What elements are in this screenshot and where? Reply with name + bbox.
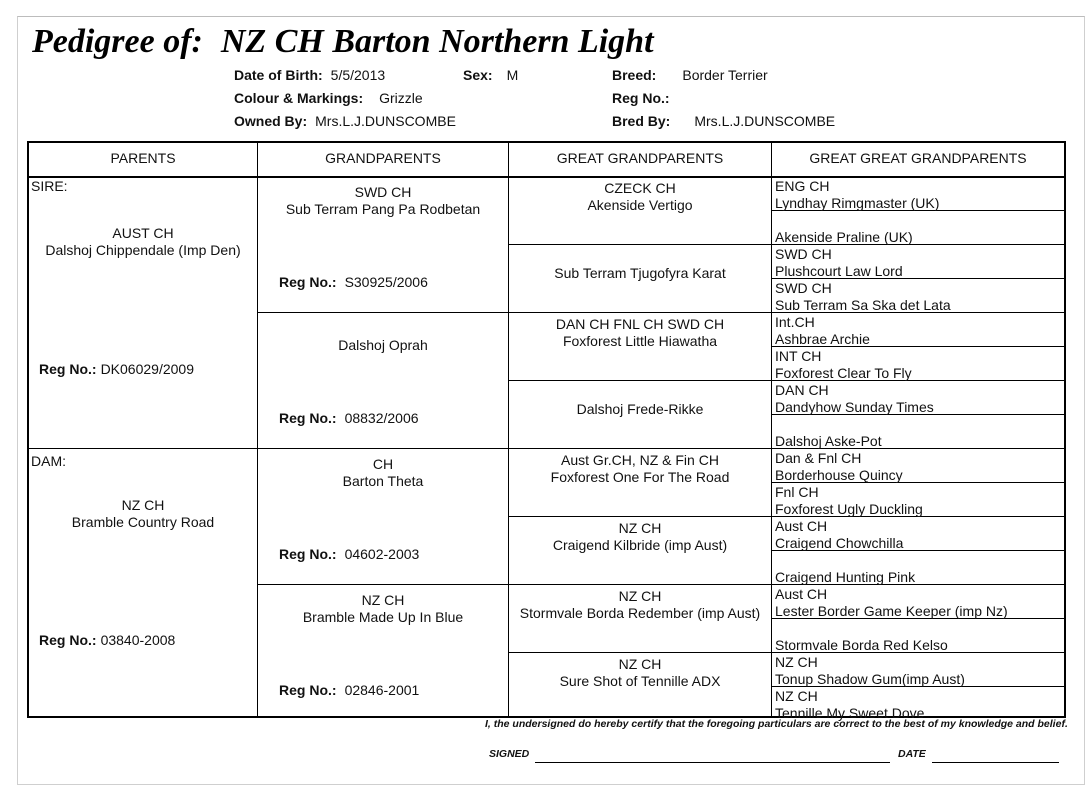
ggg-title: Dan & Fnl CH	[775, 450, 862, 466]
breed-value: Border Terrier	[682, 67, 768, 83]
grandparent-cell	[258, 592, 508, 626]
header-parents: PARENTS	[110, 150, 176, 166]
ggg-title: Int.CH	[775, 314, 815, 330]
dog-name: NZ CH Barton Northern Light	[220, 23, 654, 60]
breed-field	[612, 66, 768, 84]
column-divider	[257, 143, 258, 716]
ggg-title: Aust CH	[775, 586, 828, 602]
great-grandparent-cell	[509, 656, 771, 690]
great-grandparent-name: Craigend Kilbride (imp Aust)	[552, 537, 728, 553]
grandparent-name: Sub Terram Pang Pa Rodbetan	[285, 201, 481, 217]
great-grandparent-name: Sure Shot of Tennille ADX	[559, 673, 721, 689]
ggg-name: Lester Border Game Keeper (imp Nz)	[775, 603, 1008, 619]
ggg-name: Akenside Praline (UK)	[775, 229, 913, 245]
owner-value: Mrs.L.J.DUNSCOMBE	[315, 113, 456, 129]
ggg-title: INT CH	[775, 348, 822, 364]
dob-label: Date of Birth:	[234, 67, 323, 83]
dam-label	[31, 453, 66, 470]
reg-no-label: Reg No.:	[39, 632, 97, 648]
reg-no-label: Reg No.:	[279, 682, 337, 698]
ggg-name: Tonup Shadow Gum(imp Aust)	[775, 671, 965, 687]
great-grandparent-cell	[509, 588, 771, 622]
great-grandparent-title: Aust Gr.CH, NZ & Fin CH	[561, 452, 719, 468]
great-grandparent-title: DAN CH FNL CH SWD CH	[555, 316, 725, 332]
dam-title: NZ CH	[121, 497, 165, 513]
ggg-name: Stormvale Borda Red Kelso	[775, 637, 948, 653]
grandparent-reg	[279, 410, 419, 427]
ggg-title: SWD CH	[775, 280, 832, 296]
date-label: DATE	[898, 748, 926, 760]
great-grandparent-name: Dalshoj Frede-Rikke	[576, 401, 704, 417]
sire-role: SIRE:	[31, 178, 68, 194]
reg-field	[612, 89, 678, 107]
colour-field	[234, 89, 423, 107]
title-label: Pedigree of:	[32, 23, 203, 60]
ggg-name: Sub Terram Sa Ska det Lata	[775, 297, 951, 313]
reg-no-label: Reg No.:	[279, 410, 337, 426]
owner-label: Owned By:	[234, 113, 308, 129]
reg-no-label: Reg No.:	[279, 274, 337, 290]
sire-title: AUST CH	[112, 225, 174, 241]
ggg-name: Borderhouse Quincy	[775, 467, 903, 483]
sire-dam-divider	[29, 448, 1064, 449]
great-grandparent-name: Foxforest One For The Road	[550, 469, 730, 485]
pedigree-table	[27, 141, 1066, 721]
sire-cell	[29, 225, 257, 259]
ggg-name: Craigend Hunting Pink	[775, 569, 916, 585]
row-divider	[258, 584, 1064, 585]
great-grandparent-title: NZ CH	[618, 656, 662, 672]
dam-cell	[29, 497, 257, 531]
page-title	[32, 22, 654, 62]
great-grandparent-title: CZECK CH	[604, 180, 676, 196]
grandparent-reg-value: 02846-2001	[344, 682, 420, 698]
grandparent-reg	[279, 274, 428, 291]
column-divider	[508, 143, 509, 716]
great-grandparent-cell	[509, 401, 771, 418]
grandparent-reg	[279, 546, 419, 563]
header-grandparents: GRANDPARENTS	[325, 150, 441, 166]
great-grandparent-name: Foxforest Little Hiawatha	[562, 333, 718, 349]
breeder-field	[612, 112, 835, 130]
column-divider	[771, 143, 772, 716]
breeder-label: Bred By:	[612, 113, 671, 129]
sex-field	[463, 66, 518, 84]
grandparent-title: CH	[372, 456, 394, 472]
great-grandparent-cell	[509, 316, 771, 350]
sire-reg-value: DK06029/2009	[100, 361, 194, 377]
header-great-grandparents: GREAT GRANDPARENTS	[556, 150, 724, 166]
ggg-name: Dandyhow Sunday Times	[775, 399, 934, 415]
great-grandparent-title: NZ CH	[618, 588, 662, 604]
ggg-name: Dalshoj Aske-Pot	[775, 433, 882, 449]
dam-reg	[39, 632, 175, 649]
dam-role: DAM:	[31, 453, 66, 469]
ggg-title: ENG CH	[775, 178, 830, 194]
ggg-name: Plushcourt Law Lord	[775, 263, 903, 279]
date-line[interactable]	[932, 762, 1059, 763]
ggg-title: NZ CH	[775, 654, 818, 670]
great-grandparent-name: Sub Terram Tjugofyra Karat	[554, 265, 726, 281]
signature-line[interactable]	[535, 762, 890, 763]
dob-field	[234, 66, 385, 84]
grandparent-name: Barton Theta	[342, 473, 424, 489]
reg-no-label: Reg No.:	[279, 546, 337, 562]
ggg-name: Craigend Chowchilla	[775, 535, 904, 551]
ggg-title: Fnl CH	[775, 484, 819, 500]
dob-value: 5/5/2013	[330, 67, 386, 83]
ggg-title: NZ CH	[775, 688, 818, 704]
great-grandparent-cell	[509, 520, 771, 554]
header-great-great-grandparents: GREAT GREAT GRANDPARENTS	[809, 150, 1027, 166]
sire-label	[31, 178, 68, 195]
reg-no-label: Reg No.:	[39, 361, 97, 377]
great-grandparent-name: Akenside Vertigo	[587, 197, 693, 213]
sire-reg	[39, 361, 194, 378]
ggg-name: Lyndhay Rimgmaster (UK)	[775, 195, 940, 211]
sire-name: Dalshoj Chippendale (Imp Den)	[45, 242, 241, 258]
header-divider	[29, 176, 1064, 178]
signed-label: SIGNED	[489, 748, 530, 760]
great-grandparent-cell	[509, 265, 771, 282]
dam-name: Bramble Country Road	[71, 514, 215, 530]
breed-label: Breed:	[612, 67, 657, 83]
sex-label: Sex:	[463, 67, 493, 83]
dam-reg-value: 03840-2008	[100, 632, 176, 648]
ggg-title: SWD CH	[775, 246, 832, 262]
breeder-value: Mrs.L.J.DUNSCOMBE	[694, 113, 836, 129]
grandparent-cell	[258, 184, 508, 218]
ggg-name: Tennille My Sweet Dove	[775, 705, 925, 721]
sex-value: M	[506, 67, 519, 83]
ggg-title: DAN CH	[775, 382, 829, 398]
colour-label: Colour & Markings:	[234, 90, 364, 106]
grandparent-cell	[258, 456, 508, 490]
great-grandparent-name: Stormvale Borda Redember (imp Aust)	[519, 605, 761, 621]
grandparent-title: SWD CH	[354, 184, 412, 200]
grandparent-reg	[279, 682, 419, 699]
grandparent-name: Bramble Made Up In Blue	[302, 609, 464, 625]
ggg-name: Ashbrae Archie	[775, 331, 870, 347]
ggg-name: Foxforest Ugly Duckling	[775, 501, 923, 517]
grandparent-title: NZ CH	[361, 592, 405, 608]
grandparent-name: Dalshoj Oprah	[338, 337, 428, 353]
grandparent-reg-value: 04602-2003	[344, 546, 420, 562]
grandparent-reg-value: 08832/2006	[344, 410, 419, 426]
great-grandparent-cell	[509, 180, 771, 214]
certification-statement: I, the undersigned do hereby certify that the foregoing particulars are correct to the best of my knowledge and belief.	[485, 718, 1068, 730]
great-grandparent-title: NZ CH	[618, 520, 662, 536]
ggg-name: Foxforest Clear To Fly	[775, 365, 912, 381]
colour-value: Grizzle	[379, 90, 423, 106]
reg-label: Reg No.:	[612, 90, 670, 106]
great-grandparent-cell	[509, 452, 771, 486]
grandparent-reg-value: S30925/2006	[344, 274, 428, 290]
ggg-title: Aust CH	[775, 518, 828, 534]
grandparent-cell	[258, 337, 508, 354]
owner-field	[234, 112, 456, 130]
